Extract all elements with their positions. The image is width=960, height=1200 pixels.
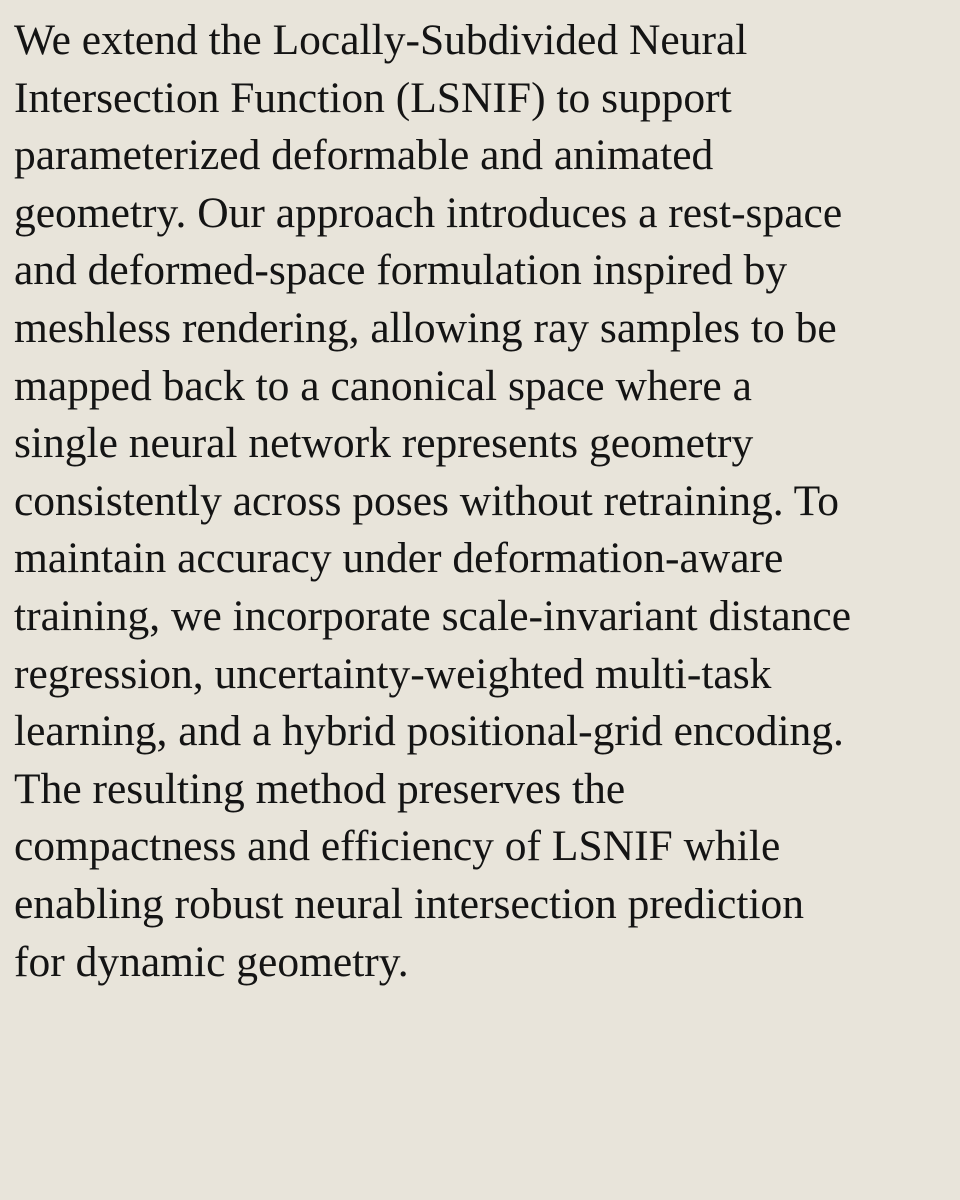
abstract-line: enabling robust neural intersection prediction — [14, 879, 805, 928]
abstract-line: consistently across poses without retraining. To — [14, 476, 839, 525]
abstract-line: mapped back to a canonical space where a — [14, 361, 752, 410]
abstract-line: learning, and a hybrid positional-grid encoding. — [14, 707, 844, 756]
abstract-line: Intersection Function (LSNIF) to support — [14, 73, 732, 122]
abstract-line: training, we incorporate scale-invariant distance — [14, 591, 852, 640]
abstract-line: geometry. Our approach introduces a rest-space — [14, 188, 843, 237]
abstract-line: and deformed-space formulation inspired by — [14, 246, 788, 295]
abstract-line: The resulting method preserves the — [14, 764, 626, 813]
abstract-line: for dynamic geometry. — [14, 937, 409, 986]
abstract-line: single neural network represents geometry — [14, 419, 754, 468]
abstract-line: maintain accuracy under deformation-aware — [14, 534, 784, 583]
abstract-line: compactness and efficiency of LSNIF while — [14, 822, 781, 871]
abstract-line: parameterized deformable and animated — [14, 131, 714, 180]
abstract-paragraph — [14, 12, 946, 991]
abstract-line: We extend the Locally-Subdivided Neural — [14, 16, 748, 64]
abstract-line: meshless rendering, allowing ray samples to be — [14, 303, 837, 352]
abstract-line: regression, uncertainty-weighted multi-task — [14, 649, 772, 698]
